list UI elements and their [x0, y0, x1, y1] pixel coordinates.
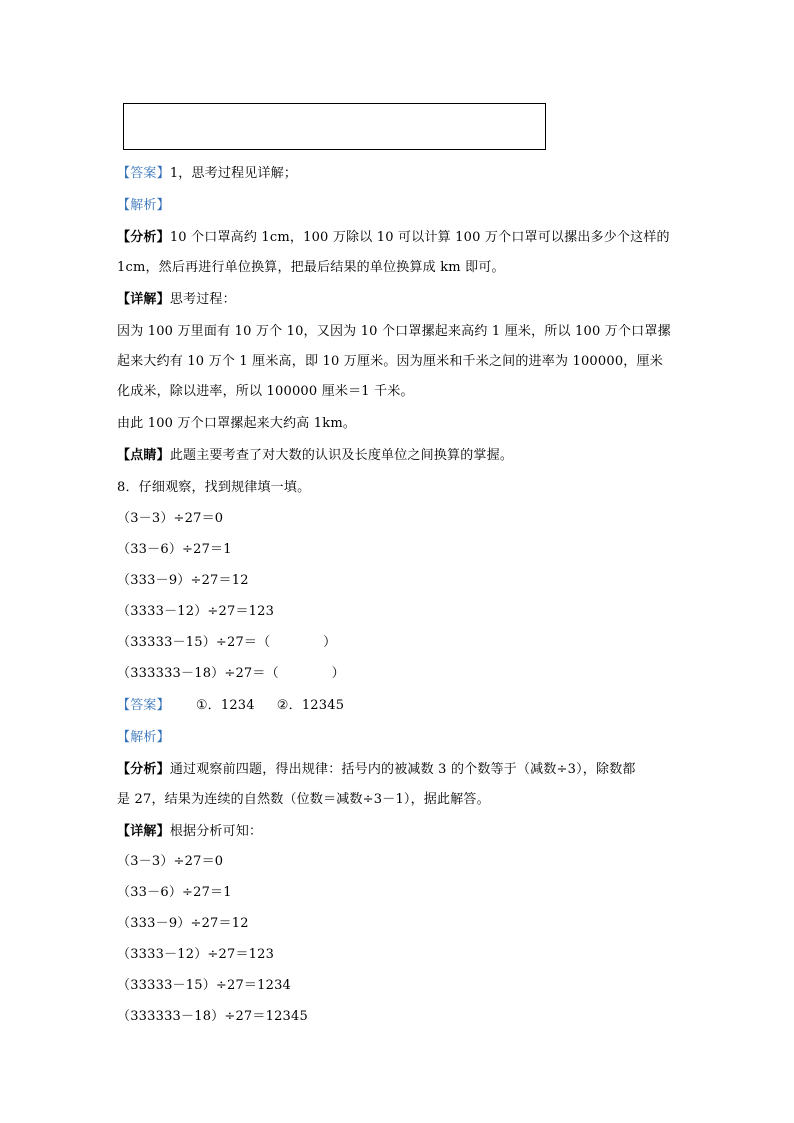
analysis-text: 通过观察前四题，得出规律：括号内的被减数 3 的个数等于（减数÷3），除数都	[169, 762, 636, 777]
q7-detail-line4: 由此 100 万个口罩摞起来大约高 1km。	[117, 416, 357, 431]
jiexi-tag: 【解析】	[117, 730, 170, 745]
q7-comment	[117, 447, 513, 465]
comment-text: 此题主要考查了对大数的认识及长度单位之间换算的掌握。	[169, 448, 514, 463]
q8-equation-4: （3333－12）÷27＝123	[117, 604, 275, 619]
q8-solution-4: （3333－12）÷27＝123	[117, 947, 275, 962]
q8-jiexi	[117, 729, 170, 747]
q8-analysis-line2: 是 27，结果为连续的自然数（位数＝减数÷3－1），据此解答。	[117, 792, 490, 807]
q8-analysis-line1	[117, 761, 636, 779]
q8-detail	[117, 823, 262, 841]
q7-analysis-line2: 1cm，然后再进行单位换算，把最后结果的单位换算成 km 即可。	[117, 260, 505, 275]
detail-label: 【详解】	[117, 292, 170, 307]
q7-analysis-line1	[117, 229, 670, 247]
q7-detail-line3: 化成米，除以进率，所以 100000 厘米＝1 千米。	[117, 384, 414, 399]
q8-solution-1: （3－3）÷27＝0	[117, 854, 224, 869]
detail-label: 【详解】	[117, 824, 170, 839]
q8-equation-2: （33－6）÷27＝1	[117, 542, 232, 557]
jiexi-tag: 【解析】	[117, 198, 170, 213]
q7-answer	[117, 165, 297, 183]
detail-text: 思考过程：	[169, 292, 236, 307]
q8-equation-1: （3－3）÷27＝0	[117, 511, 224, 526]
answer-2: ②．12345	[276, 698, 345, 713]
q8-equation-5: （33333－15）÷27＝（ ）	[117, 635, 337, 650]
q8-title: 8．仔细观察，找到规律填一填。	[117, 480, 311, 495]
analysis-text: 10 个口罩高约 1cm，100 万除以 10 可以计算 100 万个口罩可以摞出多少个这样的	[169, 230, 670, 245]
q7-detail	[117, 291, 236, 309]
q8-solution-5: （33333－15）÷27＝1234	[117, 978, 292, 993]
analysis-label: 【分析】	[117, 230, 170, 245]
q8-solution-6: （333333－18）÷27＝12345	[117, 1009, 308, 1024]
q8-solution-3: （333－9）÷27＝12	[117, 916, 249, 931]
answer-tag: 【答案】	[117, 166, 170, 181]
answer-box	[123, 103, 546, 150]
answer-1: ①．1234	[195, 698, 255, 713]
analysis-label: 【分析】	[117, 762, 170, 777]
q7-detail-line2: 起来大约有 10 万个 1 厘米高，即 10 万厘米。因为厘米和千米之间的进率为 100000，厘米	[117, 354, 663, 369]
answer-tag: 【答案】	[117, 698, 170, 713]
q8-equation-3: （333－9）÷27＝12	[117, 573, 249, 588]
answer-text: 1，思考过程见详解；	[169, 166, 298, 181]
q7-jiexi	[117, 197, 170, 215]
q8-solution-2: （33－6）÷27＝1	[117, 885, 232, 900]
q7-detail-line1: 因为 100 万里面有 10 万个 10，又因为 10 个口罩摞起来高约 1 厘米，所以 100 万个口罩摞	[117, 324, 671, 339]
detail-text: 根据分析可知：	[169, 824, 263, 839]
q8-answer	[117, 697, 344, 715]
comment-label: 【点睛】	[117, 448, 170, 463]
q8-equation-6: （333333－18）÷27＝（ ）	[117, 666, 345, 681]
